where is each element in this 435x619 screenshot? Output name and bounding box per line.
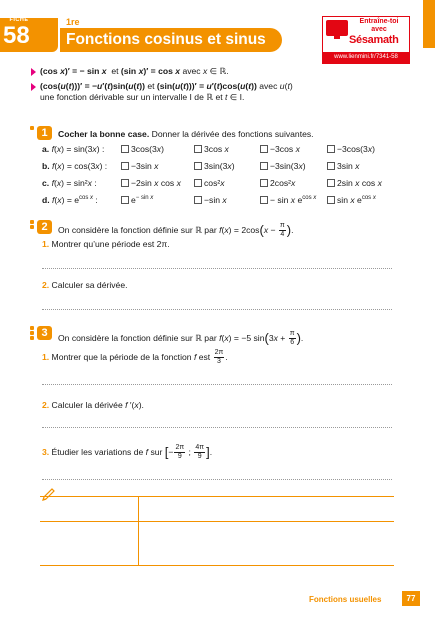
option-text: sin x $e^{cos x}$ (337, 195, 376, 205)
sesamath-panel (323, 17, 409, 53)
rule-bullet-icon (31, 68, 36, 76)
option-text: − sin x $e^{cos x}$ (270, 195, 317, 205)
mcq-letter: c. (42, 178, 50, 188)
rule-bullet-icon (31, 83, 36, 91)
computer-monitor-icon (326, 20, 348, 36)
page-edge-tab (423, 0, 435, 48)
mcq-letter: a. (42, 144, 50, 154)
checkbox[interactable] (194, 179, 202, 187)
mcq-question (42, 144, 104, 155)
mcq-option[interactable] (260, 178, 295, 189)
checkbox[interactable] (194, 145, 202, 153)
question-text: Calculer sa dérivée. (49, 280, 128, 290)
checkbox[interactable] (327, 179, 335, 187)
option-text: cos²x (204, 178, 225, 188)
option-text: 2sin x cos x (337, 178, 382, 188)
mcq-function: f(x) = sin(3x) : (51, 144, 105, 154)
checkbox[interactable] (121, 145, 129, 153)
exercise-2-statement: On considère la fonction définie sur ℝ par f(x) = 2cos(x − $\frac{\pi}{4}$ ). (58, 222, 294, 238)
option-text: 2cos²x (270, 178, 296, 188)
question-text: Montrer que la période de la fonction f est $\frac{2\pi}{3}$ . (49, 349, 228, 365)
answer-line[interactable] (42, 309, 392, 310)
checkbox[interactable] (260, 162, 268, 170)
answer-line[interactable] (42, 427, 392, 428)
checkbox[interactable] (260, 145, 268, 153)
footer-section: Fonctions usuelles (309, 595, 382, 604)
question-text: Montrer qu’une période est 2π. (49, 239, 170, 249)
table-divider (40, 521, 394, 522)
question-number: 3. (42, 446, 50, 457)
exercise-1-number: 1 (37, 126, 52, 140)
fiche-label: FICHE (9, 17, 29, 23)
checkbox[interactable] (327, 162, 335, 170)
checkbox[interactable] (121, 196, 129, 204)
mcq-question (42, 161, 107, 172)
mcq-letter: d. (42, 195, 50, 205)
mcq-option[interactable] (121, 161, 158, 172)
mcq-option[interactable] (121, 195, 153, 206)
option-text: −3cos x (270, 144, 300, 154)
mcq-option[interactable] (260, 144, 300, 155)
instruction-bold: Cocher la bonne case. (58, 129, 150, 139)
mcq-option[interactable] (121, 144, 164, 155)
mcq-letter: b. (42, 161, 50, 171)
table-divider (138, 497, 139, 566)
mcq-option[interactable] (194, 144, 229, 155)
mcq-option[interactable] (260, 161, 306, 172)
mcq-function: f(x) = cos(3x) : (52, 161, 108, 171)
option-text: −sin x (204, 195, 227, 205)
mcq-option[interactable] (194, 195, 227, 206)
answer-line[interactable] (42, 384, 392, 385)
fiche-number: 58 (3, 22, 30, 49)
exercise-2-question-2 (42, 279, 128, 291)
level-badge: 1re (66, 17, 80, 27)
option-text: $e^{- sin x}$ (131, 195, 154, 205)
answer-line[interactable] (42, 479, 392, 480)
checkbox[interactable] (194, 162, 202, 170)
sesamath-url[interactable]: www.lienmini.fr/7341-58 (323, 52, 409, 63)
checkbox[interactable] (260, 196, 268, 204)
option-text: −3sin(3x) (270, 161, 306, 171)
exercise-2-question-1 (42, 238, 170, 250)
mcq-option[interactable] (121, 178, 181, 189)
exercise-difficulty-icon (30, 326, 35, 340)
checkbox[interactable] (194, 196, 202, 204)
rule-line: une fonction dérivable sur un intervalle I de ℝ et t ∈ I. (40, 92, 245, 102)
page-number: 77 (402, 591, 420, 606)
option-text: −3sin x (131, 161, 159, 171)
exercise-2-number: 2 (37, 220, 52, 234)
sesamath-link-box[interactable] (322, 16, 410, 64)
exercise-3-statement: On considère la fonction définie sur ℝ par f(x) = −5 sin(3x + $\frac{\pi}{6}$ ). (58, 330, 304, 346)
option-text: 3sin x (337, 161, 360, 171)
checkbox[interactable] (121, 162, 129, 170)
question-text: Calculer la dérivée f ′(x). (49, 400, 144, 410)
mcq-option[interactable] (327, 144, 375, 155)
exercise-3-number: 3 (37, 326, 52, 340)
mcq-function: f(x) = sin²x : (51, 178, 97, 188)
answer-line[interactable] (42, 268, 392, 269)
exercise-difficulty-icon (30, 126, 35, 140)
mcq-question (42, 195, 98, 206)
question-number: 2. (42, 280, 50, 290)
exercise-3-question-3 (42, 444, 212, 461)
checkbox[interactable] (327, 196, 335, 204)
option-text: 3sin(3x) (204, 161, 235, 171)
instruction-text: Donner la dérivée des fonctions suivantes. (149, 129, 314, 139)
mcq-option[interactable] (260, 195, 316, 206)
option-text: 3cos(3x) (131, 144, 164, 154)
mcq-option[interactable] (327, 178, 382, 189)
checkbox[interactable] (260, 179, 268, 187)
option-text: 3cos x (204, 144, 229, 154)
page-title: Fonctions cosinus et sinus (66, 31, 266, 48)
mcq-question (42, 178, 97, 189)
rule-line: (cos x)′ = − sin x et (sin x)′ = cos x avec x ∈ ℝ. (40, 66, 229, 76)
exercise-3-question-2 (42, 399, 144, 411)
checkbox[interactable] (327, 145, 335, 153)
mcq-option[interactable] (194, 161, 235, 172)
sesamath-train-text: Entraîne-toi avec (359, 18, 399, 33)
mcq-option[interactable] (327, 195, 376, 206)
option-text: −2sin x cos x (131, 178, 181, 188)
question-number: 2. (42, 400, 50, 410)
mcq-option[interactable] (327, 161, 359, 172)
question-number: 1. (42, 239, 50, 249)
mcq-function: $f(x) = e^{cos x}$ : (52, 195, 98, 205)
question-number: 1. (42, 351, 50, 362)
question-text: Étudier les variations de f sur [− $\frac{2\pi}{9}$ ; $\frac{4\pi}{9}$ ]. (49, 444, 213, 460)
exercise-1-instruction (58, 128, 314, 140)
rule-line: (cos(u(t)))′ = −u′(t)sin(u(t)) et (sin(u(t)))′ = u′(t)cos(u(t)) avec u(t) (40, 81, 293, 91)
exercise-difficulty-icon (30, 220, 35, 234)
notes-table[interactable] (40, 496, 394, 566)
sesamath-logo: Sésamath (349, 34, 399, 46)
mcq-option[interactable] (194, 178, 225, 189)
option-text: −3cos(3x) (337, 144, 375, 154)
exercise-3-question-1 (42, 349, 228, 366)
checkbox[interactable] (121, 179, 129, 187)
